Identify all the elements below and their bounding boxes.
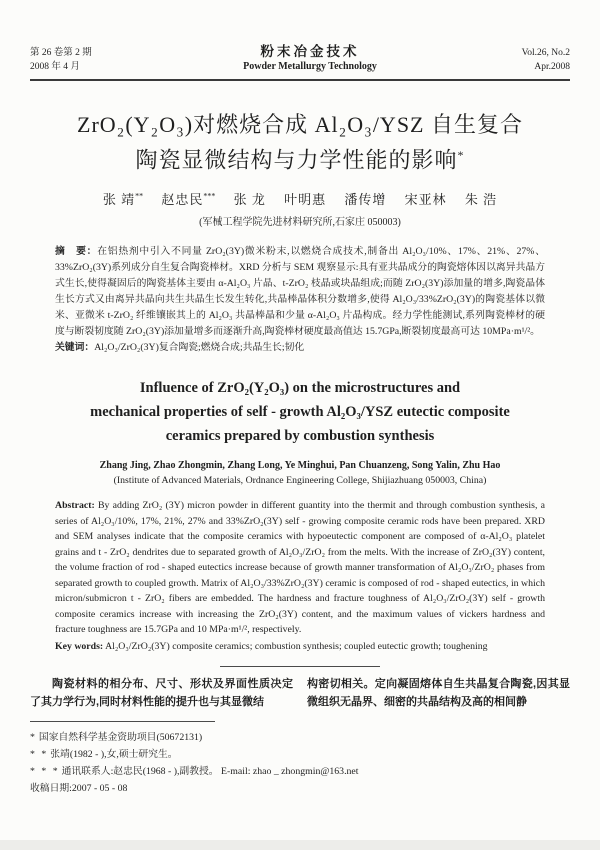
journal-title-cn: 粉末冶金技术 bbox=[260, 44, 360, 59]
journal-header bbox=[30, 44, 570, 74]
footnote-rule bbox=[30, 721, 215, 722]
keywords-cn bbox=[55, 340, 545, 356]
footnote-mark: * bbox=[30, 732, 37, 744]
title-footnote-mark: * bbox=[457, 148, 465, 162]
footnote-author-bio bbox=[30, 746, 570, 763]
journal-date-cn: 2008 年 4 月 bbox=[30, 62, 80, 72]
author-cn bbox=[344, 192, 386, 207]
author-cn bbox=[103, 192, 143, 207]
received-date: 收稿日期:2007 - 05 - 08 bbox=[30, 783, 128, 795]
affiliation-en: (Institute of Advanced Materials, Ordnance Engineering College, Shijiazhuang 050003, China) bbox=[113, 475, 487, 487]
keywords-en-text: Al₂O₃/ZrO₂(3Y) composite ceramics; combustion synthesis; coupled eutectic growth; toughening bbox=[103, 640, 488, 652]
author-cn bbox=[284, 192, 326, 207]
keywords-cn-text: Al₂O₃/ZrO₂(3Y)复合陶瓷;燃烧合成;共晶生长;韧化 bbox=[94, 342, 305, 354]
footnotes bbox=[30, 729, 570, 797]
journal-date-en: Apr.2008 bbox=[534, 62, 570, 72]
author-name: 张 靖 bbox=[102, 192, 136, 208]
authors-en: Zhang Jing, Zhao Zhongmin, Zhang Long, Ye Minghui, Pan Chuanzeng, Song Yalin, Zhu Hao bbox=[99, 460, 501, 472]
header-rule bbox=[30, 79, 570, 81]
author-name: 朱 浩 bbox=[464, 192, 498, 208]
journal-title-en: Powder Metallurgy Technology bbox=[243, 61, 377, 72]
article-title-en-line2: mechanical properties of self - growth Al₂O₃/YSZ eutectic composite bbox=[90, 404, 510, 421]
article-title-cn-line1: ZrO₂(Y₂O₃)对燃烧合成 Al₂O₃/YSZ 自生复合 bbox=[77, 112, 523, 137]
abstract-en-text: By adding ZrO₂ (3Y) micron powder in different guantity into the thermit and through combustion synthesis, a series of Al₂O₃/10%, 17%, 21%, 27% and 33%ZrO₂(3Y) self - growing composite ceramic rods have been prepared. XRD and SEM analyses indicate that the composite ceramics with hypoeutectic component are composed of α-Al₂O₃ platelet grains and t - ZrO₂ dendrites due to separated growth of Al₂O₃/ZrO₂ from the melts. With the increase of ZrO₂(3Y) content, the volume fraction of rod - shaped eutectics increase because of growth manner transformation of Al₂O₃/ZrO₂ phases from separated growth to coupled growth. Matrix of Al₂O₃/33%ZrO₂(3Y) ceramic is composed of rod - shaped eutectics, in which micron/submicron t - ZrO₂ fibers are embedded. The hardness and fracture toughness of Al₂O₃/ZrO₂(3Y) self - growth composite ceramics increase with increasing the ZrO₂(3Y) content, and the maximum values of vickers hardness and fracture toughness are 15.7GPa and 10 MPa·m¹/², respectively. bbox=[55, 500, 545, 636]
article-title-cn bbox=[30, 109, 570, 175]
author-name: 张 龙 bbox=[233, 192, 266, 208]
article-title-en-line3: ceramics prepared by combustion synthesis bbox=[165, 428, 435, 445]
footnote-text: 国家自然科学基金资助项目(50672131) bbox=[38, 732, 203, 744]
article-title-en bbox=[30, 376, 570, 448]
keywords-en bbox=[55, 639, 545, 655]
footnote-text: 张靖(1982 - ),女,硕士研究生。 bbox=[50, 749, 178, 761]
body-columns bbox=[30, 676, 570, 711]
keywords-en-label: Key words: bbox=[55, 640, 104, 652]
author-cn bbox=[465, 192, 497, 207]
footnote-text: 通讯联系人:赵忠民(1968 - ),副教授。 E-mail: zhao _ zhongmin@163.net bbox=[61, 766, 359, 778]
footnote-corresponding bbox=[30, 763, 570, 780]
section-divider bbox=[220, 666, 380, 667]
footnote-mark: * * bbox=[30, 749, 49, 761]
author-mark: ** bbox=[135, 192, 144, 201]
article-title-cn-line2-text: 陶瓷显微结构与力学性能的影响 bbox=[135, 147, 458, 173]
abstract-cn bbox=[55, 244, 545, 340]
article-title-en-line1: Influence of ZrO₂(Y₂O₃) on the microstructures and bbox=[139, 380, 461, 397]
footnote-mark: * * * bbox=[30, 766, 60, 778]
abstract-cn-label: 摘 要： bbox=[55, 246, 98, 258]
abstract-en bbox=[55, 498, 545, 638]
author-cn bbox=[234, 192, 266, 207]
author-cn bbox=[405, 192, 447, 207]
journal-issue: 第 26 卷第 2 期 bbox=[30, 48, 92, 58]
author-name: 宋亚林 bbox=[404, 192, 447, 208]
journal-volume-en: Vol.26, No.2 bbox=[521, 48, 570, 58]
affiliation-cn: (军械工程学院先进材料研究所,石家庄 050003) bbox=[199, 217, 401, 229]
header-journal-block bbox=[160, 44, 460, 74]
author-mark: *** bbox=[203, 192, 216, 201]
header-volume-block bbox=[460, 46, 570, 74]
body-column-right: 构密切相关。定向凝固熔体自生共晶复合陶瓷,因其显微组织无晶界、细密的共晶结构及高的相间静 bbox=[307, 678, 570, 708]
abstract-cn-text: 在铝热剂中引入不同量 ZrO₂(3Y)微米粉末,以燃烧合成技术,制备出 Al₂O₃/10%、17%、21%、27%、33%ZrO₂(3Y)系列成分自生复合陶瓷棒材。XRD 分析与 SEM 观察显示:具有亚共晶成分的陶瓷熔体因以离异共晶方式生长,使得凝固后的陶瓷基体主要由 α-Al₂O₃ 片晶、t-ZrO₂ 枝晶或块晶组成;而随 ZrO₂(3Y)添加量的增多,陶瓷晶体生长方式又由离异共晶向共生共晶生长发生转化,共晶棒晶体积分数增多,使得 Al₂O₃/33%ZrO₂(3Y)的陶瓷基体以微米、亚微米 t-ZrO₂ 纤维镶嵌其上的 Al₂O₃ 共晶棒晶和少量 α-Al₂O₃ 片晶构成。经力学性能测试,系列陶瓷棒材的硬度与断裂韧度随 ZrO₂(3Y)添加量增多而逐渐升高,陶瓷棒材硬度最高值达 15.7GPa,断裂韧度最高可达 10MPa·m¹/²。 bbox=[55, 246, 546, 338]
author-name: 叶明惠 bbox=[284, 192, 327, 208]
keywords-cn-label: 关键词： bbox=[55, 342, 95, 354]
body-column-left: 陶瓷材料的相分布、尺寸、形状及界面性质决定了其力学行为,同时材料性能的提升也与其显微结 bbox=[30, 678, 293, 708]
author-name: 潘传增 bbox=[344, 192, 387, 208]
article-title-cn-line2 bbox=[30, 140, 570, 175]
header-issue-block bbox=[30, 46, 160, 74]
footnote-fund bbox=[30, 729, 570, 746]
author-name: 赵忠民 bbox=[161, 192, 204, 208]
authors-cn bbox=[30, 189, 570, 208]
author-cn bbox=[161, 192, 215, 207]
abstract-en-label: Abstract: bbox=[55, 500, 95, 512]
